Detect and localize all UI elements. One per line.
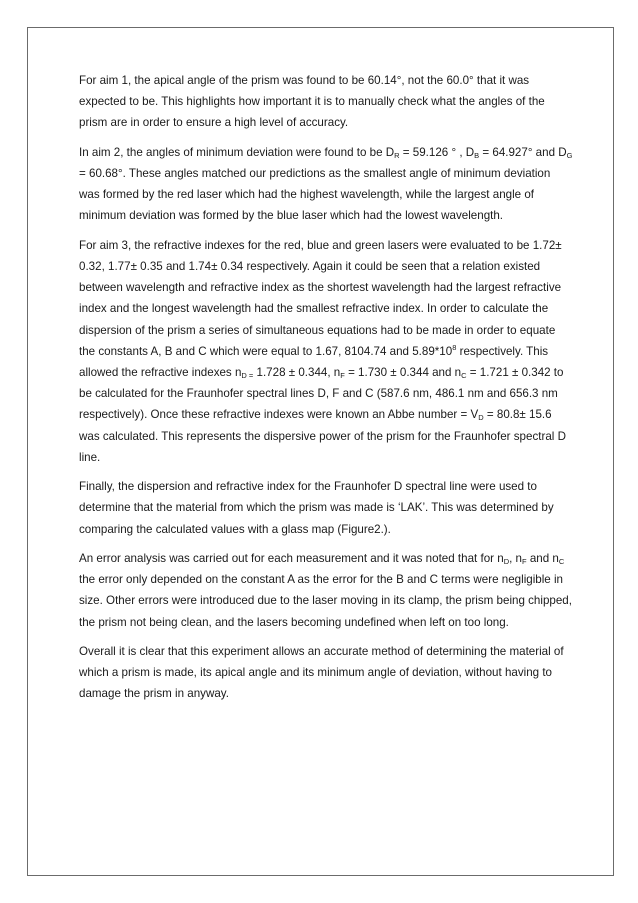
paragraph-conclusion: Overall it is clear that this experiment allows an accurate method of determining the material of which a prism is made, its apical angle and its minimum angle of deviation, without having to damage the prism in anyway. <box>79 645 564 701</box>
subscript: F <box>522 557 527 567</box>
text-run: For aim 3, the refractive indexes for the red, blue and green lasers were evaluated to be 1.72± 0.32, 1.77± 0.35 and 1.74± 0.34 respectively. Again it could be seen that a relation existed between wavelength and refractive index as the shortest wavelength had the largest refractive index and the longest wavelength had the smallest refractive index. In order to calculate the dispersion of the prism a series of simultaneous equations had to be made in order to equate the constants A, B and C which were equal to 1.67, 8104.74 and 5.89*10 <box>79 238 562 358</box>
subscript: F <box>340 371 345 381</box>
subscript: C <box>558 557 565 567</box>
subscript: G <box>566 150 573 160</box>
paragraph-aim-2 <box>79 142 574 227</box>
text-run: and n <box>526 552 559 566</box>
subscript: D <box>478 413 484 423</box>
subscript: C <box>461 371 467 381</box>
text-run: , n <box>509 552 522 566</box>
text-run: In aim 2, the angles of minimum deviation were found to be D <box>79 145 395 159</box>
text-run: = 1.721 ± 0.342 to be calculated for the Fraunhofer spectral lines D, F and C (587.6 nm, 486.1 nm and 656.3 nm respectively). Once these refractive indexes were known an Abbe number = V <box>79 366 564 422</box>
text-run: the error only depended on the constant A as the error for the B and C terms were negligible in size. Other errors were introduced due to the laser moving in its clamp, the prism being chipped, the prism not being clean, and the lasers becoming undefined when left on too long. <box>79 573 572 629</box>
paragraph-aim-1: For aim 1, the apical angle of the prism was found to be 60.14°, not the 60.0° that it was expected to be. This highlights how important it is to manually check what the angles of the prism are in order to ensure a high level of accuracy. <box>79 74 545 130</box>
subscript: R <box>394 150 400 160</box>
text-run: = 80.8± 15.6 was calculated. This represents the dispersive power of the prism for the Fraunhofer spectral D line. <box>79 408 566 464</box>
text-run: = 64.927° and D <box>479 145 567 159</box>
text-run: = 1.730 ± 0.344 and n <box>344 366 462 380</box>
paragraph-error-analysis <box>79 548 574 633</box>
text-run: 1.728 ± 0.344, n <box>253 366 341 380</box>
text-run: An error analysis was carried out for each measurement and it was noted that for n <box>79 552 504 566</box>
paragraph-aim-3 <box>79 235 574 468</box>
subscript: B <box>474 150 480 160</box>
text-run: = 59.126 ° , D <box>399 145 475 159</box>
paragraph-material: Finally, the dispersion and refractive index for the Fraunhofer D spectral line were used to determine that the material from which the prism was made is ‘LAK’. This was determined by comparing the calculated values with a glass map (Figure2.). <box>79 480 554 536</box>
subscript: D = <box>241 371 254 381</box>
subscript: D <box>503 557 510 567</box>
text-run: = 60.68°. These angles matched our predictions as the smallest angle of minimum deviation was formed by the red laser which had the highest wavelength, while the largest angle of minimum deviation was formed by the blue laser which had the lowest wavelength. <box>79 167 551 223</box>
superscript: 8 <box>452 342 457 352</box>
text-run: respectively. This allowed the refractive indexes n <box>79 344 549 380</box>
document-body <box>79 70 574 713</box>
